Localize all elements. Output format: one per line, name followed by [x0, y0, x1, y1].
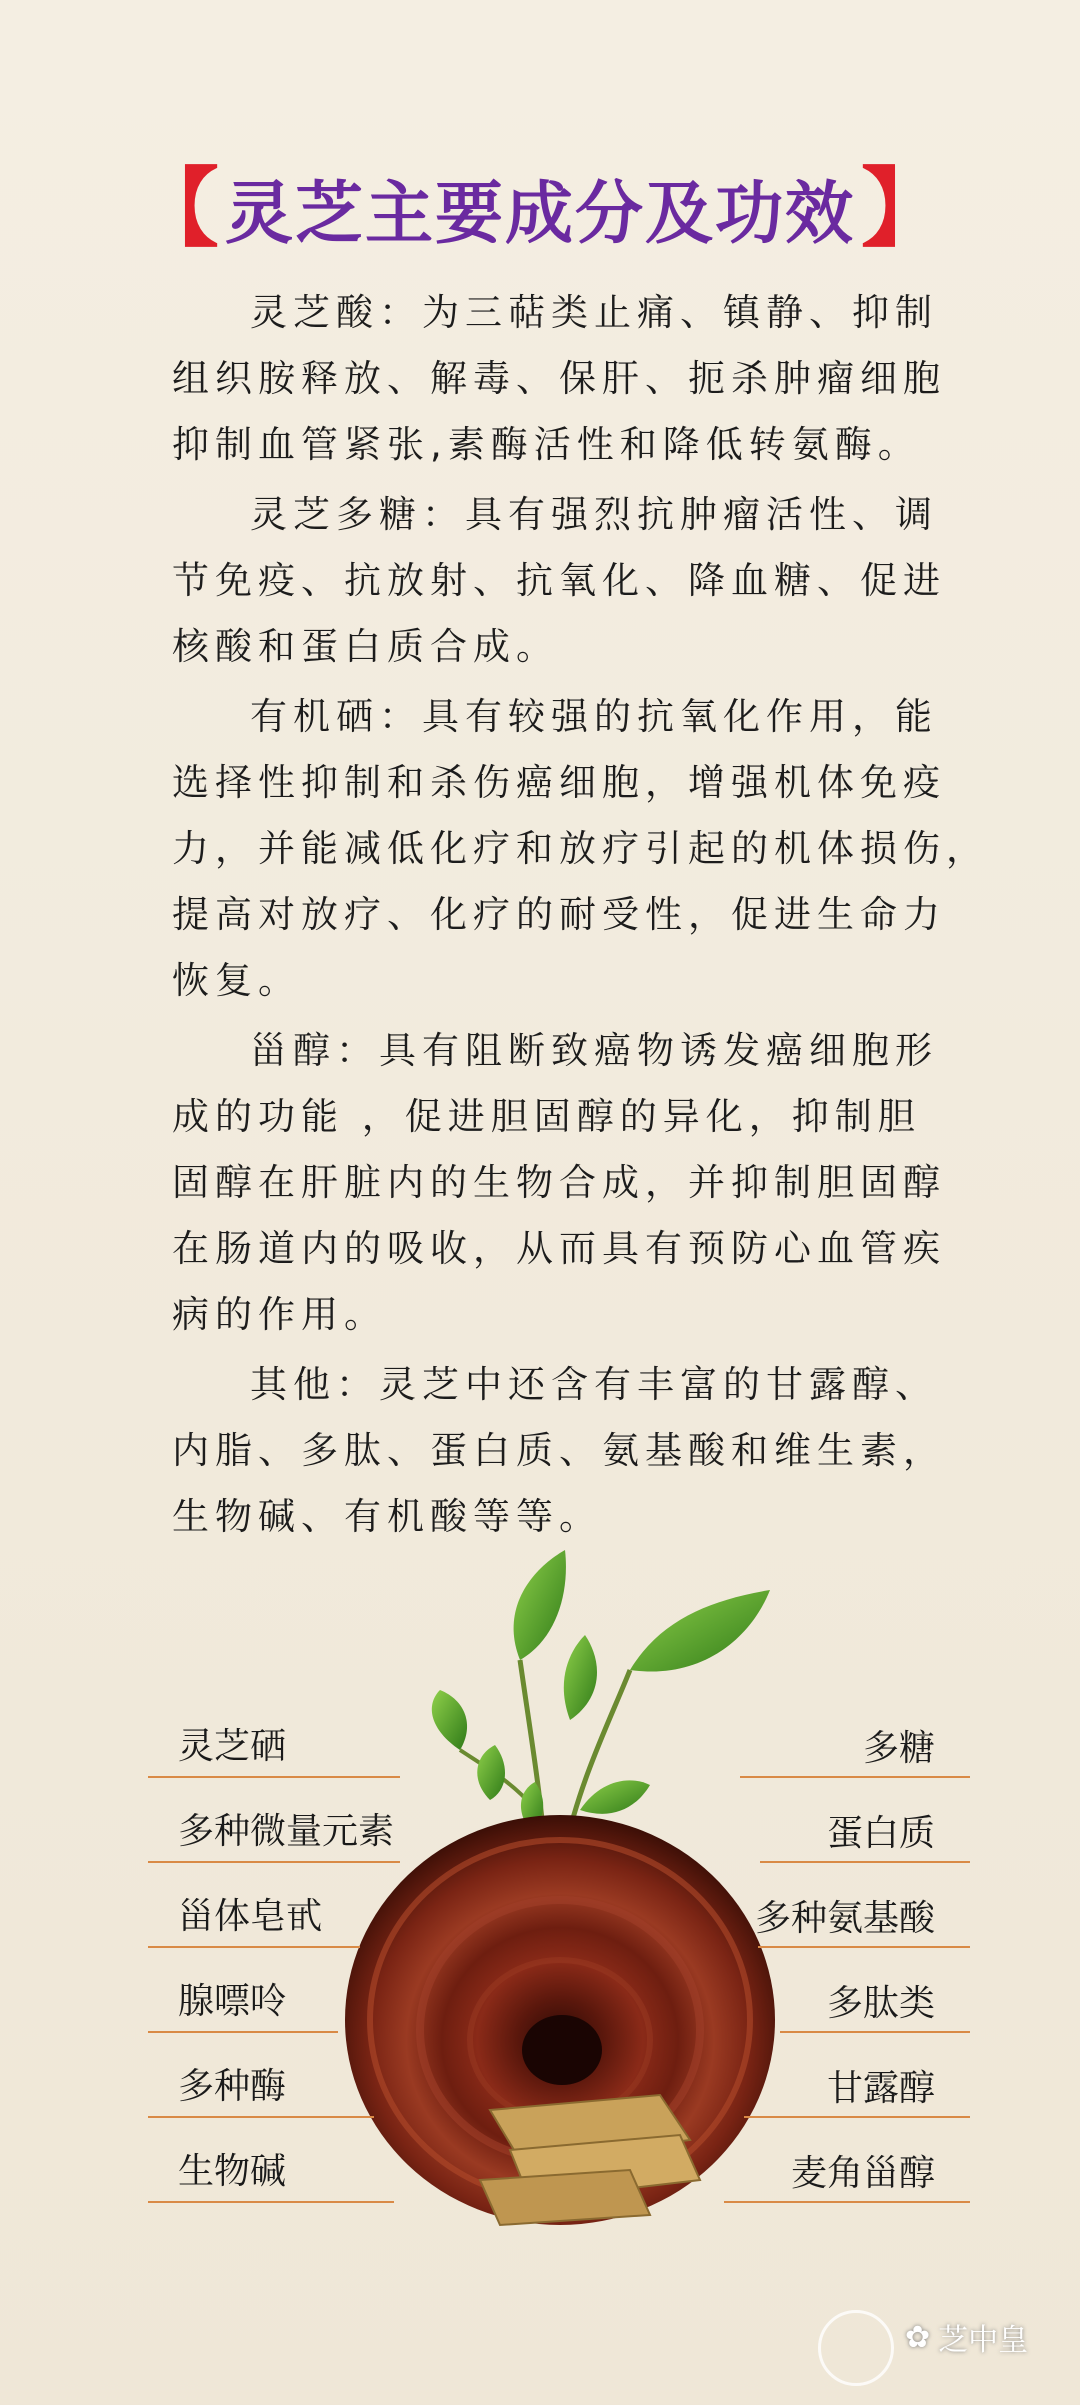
- left-label: 甾体皂甙: [178, 1896, 323, 1937]
- left-label: 生物碱: [178, 2151, 287, 2192]
- paragraph-line: 成的功能 ，促进胆固醇的异化，抑制胆: [172, 1095, 921, 1138]
- wechat-icon: ✿: [905, 2319, 931, 2355]
- label-underline: [758, 1946, 970, 1948]
- paragraph-line: 生物碱、有机酸等等。: [172, 1495, 602, 1538]
- paragraph-line: 病的作用。: [172, 1293, 387, 1336]
- paragraph-line: 抑制血管紧张,素酶活性和降低转氨酶。: [172, 423, 921, 466]
- watermark-ring-icon: [818, 2310, 894, 2386]
- label-underline: [724, 2201, 970, 2203]
- paragraph-line: 节免疫、抗放射、抗氧化、降血糖、促进: [172, 559, 946, 602]
- title-bracket-right: 】: [861, 158, 947, 259]
- left-label: 灵芝硒: [178, 1726, 287, 1767]
- lingzhi-mushroom-illustration: [330, 1550, 790, 2230]
- paragraph-line: 组织胺释放、解毒、保肝、扼杀肿瘤细胞: [172, 357, 946, 400]
- paragraph: [172, 280, 972, 478]
- label-underline: [780, 2031, 970, 2033]
- paragraph-line: 固醇在肝脏内的生物合成，并抑制胆固醇: [172, 1161, 946, 1204]
- paragraph-line: 甾醇：具有阻断致癌物诱发癌细胞形: [250, 1029, 938, 1072]
- title-bracket-left: 【: [132, 158, 219, 259]
- title-block: [0, 160, 1080, 257]
- paragraph: [172, 1018, 972, 1348]
- paragraph-line: 其他：灵芝中还含有丰富的甘露醇、: [250, 1363, 938, 1406]
- left-label: 腺嘌呤: [178, 1981, 287, 2022]
- label-underline: [148, 1946, 360, 1948]
- body-text: [172, 280, 989, 1554]
- right-label: 多糖: [862, 1728, 935, 1769]
- right-label: 多种氨基酸: [754, 1898, 935, 1939]
- paragraph-line: 力，并能减低化疗和放疗引起的机体损伤，: [172, 827, 989, 870]
- left-label: 多种微量元素: [178, 1811, 395, 1852]
- paragraph-line: 选择性抑制和杀伤癌细胞，增强机体免疫: [172, 761, 946, 804]
- paragraph-line: 恢复。: [172, 959, 301, 1002]
- paragraph: [172, 1352, 972, 1550]
- paragraph-line: 提高对放疗、化疗的耐受性，促进生命力: [172, 893, 946, 936]
- paragraph-line: 灵芝酸：为三萜类止痛、镇静、抑制: [250, 291, 938, 334]
- right-label: 甘露醇: [826, 2068, 935, 2109]
- paragraph-line: 在肠道内的吸收，从而具有预防心血管疾: [172, 1227, 946, 1270]
- label-underline: [740, 1776, 970, 1778]
- paragraph-line: 内脂、多肽、蛋白质、氨基酸和维生素，: [172, 1429, 946, 1472]
- paragraph-line: 灵芝多糖：具有强烈抗肿瘤活性、调: [250, 493, 938, 536]
- paragraph: [172, 482, 972, 680]
- label-underline: [148, 1776, 400, 1778]
- left-label: 多种酶: [178, 2066, 287, 2107]
- watermark: [905, 2315, 1028, 2359]
- label-underline: [148, 2116, 374, 2118]
- label-underline: [148, 1861, 400, 1863]
- right-label: 蛋白质: [826, 1813, 935, 1854]
- label-underline: [148, 2031, 338, 2033]
- label-underline: [148, 2201, 394, 2203]
- paragraph: [172, 684, 989, 1014]
- right-label: 麦角甾醇: [790, 2153, 935, 2194]
- label-underline: [744, 2116, 970, 2118]
- label-underline: [760, 1861, 970, 1863]
- page-title: 灵芝主要成分及功效: [224, 175, 855, 254]
- watermark-text: 芝中皇: [938, 2323, 1029, 2358]
- paragraph-line: 有机硒：具有较强的抗氧化作用，能: [250, 695, 938, 738]
- paragraph-line: 核酸和蛋白质合成。: [172, 625, 559, 668]
- right-label: 多肽类: [826, 1983, 935, 2024]
